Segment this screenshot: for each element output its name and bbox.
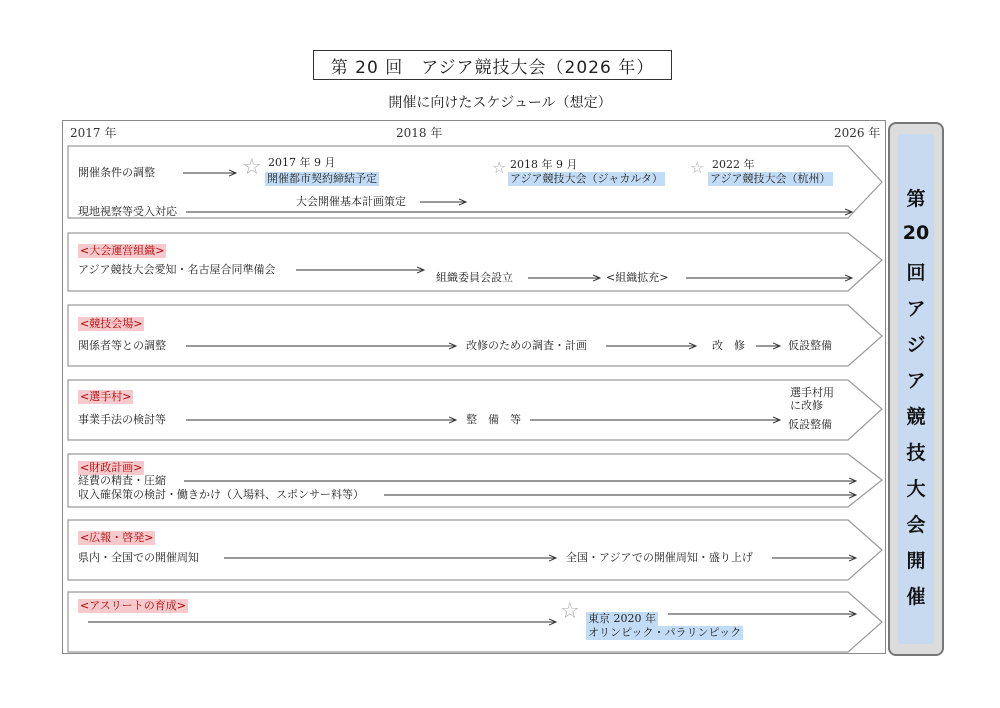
r5-task-a: 経費の精査・圧縮 [78, 474, 166, 487]
r2-category: <大会運営組織> [80, 244, 165, 257]
r1-milestone2-date: 2018 年 9 月 [510, 158, 578, 171]
r4-task-c2: に改修 [790, 399, 823, 412]
side-char: 第 [906, 188, 926, 210]
r4-category: <選手村> [80, 390, 132, 403]
side-char: ア [906, 298, 926, 320]
r1-task-a: 開催条件の調整 [78, 166, 155, 179]
r3-task-a: 関係者等との調整 [78, 339, 166, 352]
star-icon-tokyo: ☆ [560, 599, 580, 624]
r1-milestone2-label: アジア競技大会（ジャカルタ） [510, 172, 663, 185]
r4-task-b: 整 備 等 [466, 413, 521, 426]
r3-task-c: 改 修 [712, 339, 745, 352]
r2-task-c: <組織拡充> [606, 271, 669, 284]
r7-tokyo-event: オリンピック・パラリンピック [588, 626, 742, 639]
year-label-2017: 2017 年 [70, 126, 117, 140]
r3-category: <競技会場> [80, 317, 143, 330]
row-outline-6 [68, 520, 882, 580]
side-char: 大 [906, 478, 926, 500]
r4-task-c1: 選手村用 [790, 386, 834, 399]
r1-task-b: 現地視察等受入対応 [78, 205, 177, 218]
star-icon-2022: ☆ [690, 158, 705, 177]
r6-task-b: 全国・アジアでの開催周知・盛り上げ [566, 551, 753, 564]
r2-task-b: 組織委員会設立 [436, 271, 513, 284]
side-char: 回 [906, 262, 926, 284]
side-banner-text [898, 134, 934, 644]
r3-task-b: 改修のための調査・計画 [466, 339, 587, 352]
r7-tokyo-year: 東京 2020 年 [588, 612, 656, 625]
side-char: 開 [906, 550, 926, 572]
r7-category: <アスリートの育成> [80, 599, 186, 612]
year-label-2018: 2018 年 [396, 126, 443, 140]
r4-task-a: 事業手法の検討等 [78, 413, 166, 426]
r6-category: <広報・啓発> [80, 531, 154, 544]
side-char: ア [906, 370, 926, 392]
r5-task-b: 収入確保策の検討・働きかけ（入場料、スポンサー料等） [78, 488, 364, 501]
r1-plan: 大会開催基本計画策定 [296, 195, 406, 208]
row-outline-3 [68, 305, 882, 366]
side-char: 技 [906, 442, 926, 464]
r5-category: <財政計画> [80, 461, 143, 474]
side-char: 会 [906, 514, 926, 536]
page-title: 第 20 回 アジア競技大会（2026 年） [313, 50, 672, 80]
year-label-2026: 2026 年 [834, 126, 881, 140]
side-char: 催 [906, 586, 926, 608]
r4-task-d: 仮設整備 [788, 418, 832, 431]
side-char: 競 [906, 406, 926, 428]
star-icon-2018: ☆ [492, 158, 507, 177]
r6-task-a: 県内・全国での開催周知 [78, 551, 199, 564]
r1-milestone1-label: 開催都市契約締結予定 [267, 172, 377, 185]
r1-milestone1-date: 2017 年 9 月 [268, 156, 336, 169]
side-char: 20 [902, 222, 930, 244]
row-outline-4 [68, 380, 882, 440]
r3-task-d: 仮設整備 [788, 339, 832, 352]
star-icon-2017: ☆ [242, 155, 262, 180]
r1-milestone3-date: 2022 年 [712, 158, 755, 171]
side-char: ジ [906, 334, 926, 356]
page-subtitle: 開催に向けたスケジュール（想定） [388, 95, 612, 111]
side-banner [888, 122, 944, 656]
r2-task-a: アジア競技大会愛知・名古屋合同準備会 [78, 263, 276, 276]
r1-milestone3-label: アジア競技大会（杭州） [710, 172, 831, 185]
